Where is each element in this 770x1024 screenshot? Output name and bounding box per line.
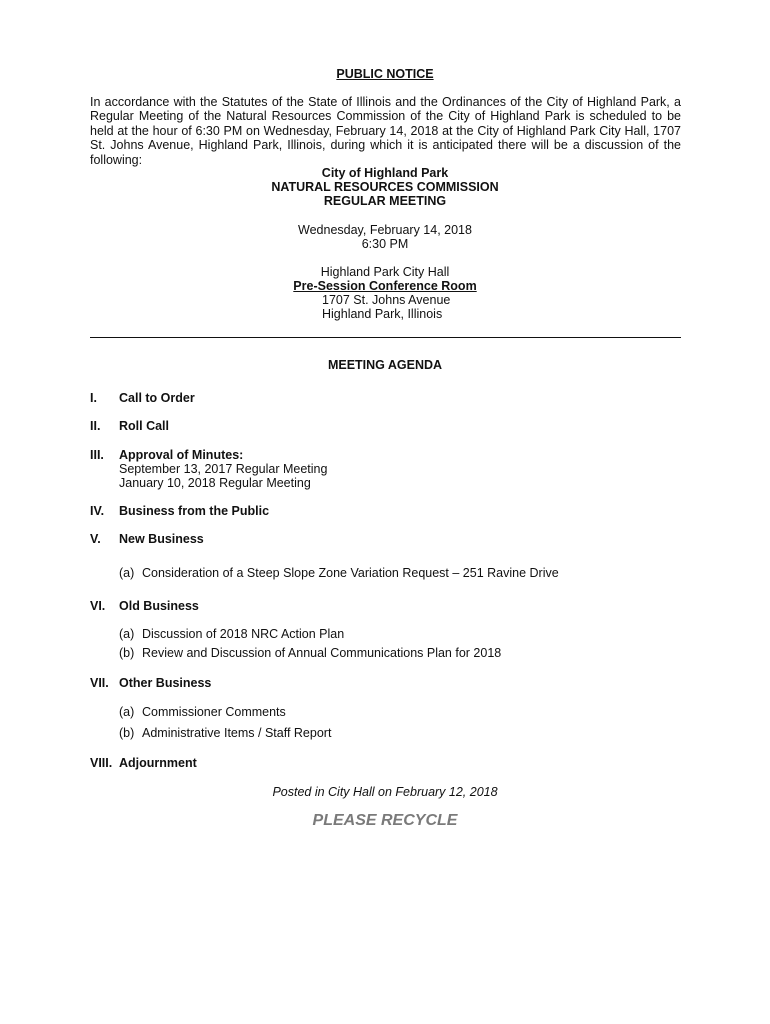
sub-item-text: Discussion of 2018 NRC Action Plan (142, 627, 345, 641)
meeting-type: REGULAR MEETING (323, 194, 447, 208)
notice-intro-paragraph: In accordance with the Statutes of the State of Illinois and the Ordinances of the City of Highland Park, a Regular Meeting of the Natural Resources Commission of the City of Highland Park is scheduled to be held at the hour of 6:30 PM on Wednesday, February 14, 2018 at the City of Highland Park City Hall, 1707 St. Johns Avenue, Highland Park, Illinois, during which it is anticipated there will be a discussion of the following: (90, 95, 681, 167)
sub-item-text: Commissioner Comments (142, 705, 286, 719)
sub-item-letter: (a) (119, 566, 135, 580)
please-recycle: PLEASE RECYCLE (312, 812, 458, 829)
agenda-item-number: VI. (90, 599, 106, 613)
meeting-commission: NATURAL RESOURCES COMMISSION (271, 180, 499, 194)
sub-item-letter: (b) (119, 646, 135, 660)
meeting-venue: Highland Park City Hall (320, 265, 450, 279)
sub-item-letter: (a) (119, 705, 135, 719)
meeting-street: 1707 St. Johns Avenue (322, 293, 451, 307)
sub-item-text: Administrative Items / Staff Report (142, 726, 332, 740)
agenda-item-old-business: Old Business (119, 599, 199, 613)
minutes-line: January 10, 2018 Regular Meeting (119, 476, 311, 490)
sub-item-text: Consideration of a Steep Slope Zone Variation Request – 251 Ravine Drive (142, 566, 559, 580)
sub-item-letter: (a) (119, 627, 135, 641)
agenda-item-number: IV. (90, 504, 105, 518)
agenda-item-approval-of-minutes: Approval of Minutes: (119, 448, 244, 462)
meeting-room: Pre-Session Conference Room (293, 279, 477, 293)
agenda-item-number: VIII. (90, 756, 113, 770)
agenda-item-new-business: New Business (119, 532, 204, 546)
agenda-item-business-from-public: Business from the Public (119, 504, 270, 518)
agenda-item-number: III. (90, 448, 104, 462)
agenda-item-roll-call: Roll Call (119, 419, 170, 433)
meeting-date: Wednesday, February 14, 2018 (298, 223, 472, 237)
agenda-item-other-business: Other Business (119, 676, 212, 690)
posted-notice: Posted in City Hall on February 12, 2018 (272, 785, 498, 799)
agenda-item-number: I. (90, 391, 97, 405)
agenda-item-call-to-order: Call to Order (119, 391, 195, 405)
agenda-item-number: II. (90, 419, 101, 433)
agenda-item-number: VII. (90, 676, 109, 690)
meeting-city: City of Highland Park (321, 166, 449, 180)
agenda-item-number: V. (90, 532, 101, 546)
agenda-title: MEETING AGENDA (327, 358, 443, 372)
meeting-city-state: Highland Park, Illinois (322, 307, 443, 321)
agenda-item-adjournment: Adjournment (119, 756, 197, 770)
sub-item-letter: (b) (119, 726, 135, 740)
notice-title: PUBLIC NOTICE (336, 67, 434, 81)
minutes-line: September 13, 2017 Regular Meeting (119, 462, 328, 476)
divider-rule (90, 337, 681, 338)
meeting-time: 6:30 PM (361, 237, 409, 251)
sub-item-text: Review and Discussion of Annual Communications Plan for 2018 (142, 646, 502, 660)
